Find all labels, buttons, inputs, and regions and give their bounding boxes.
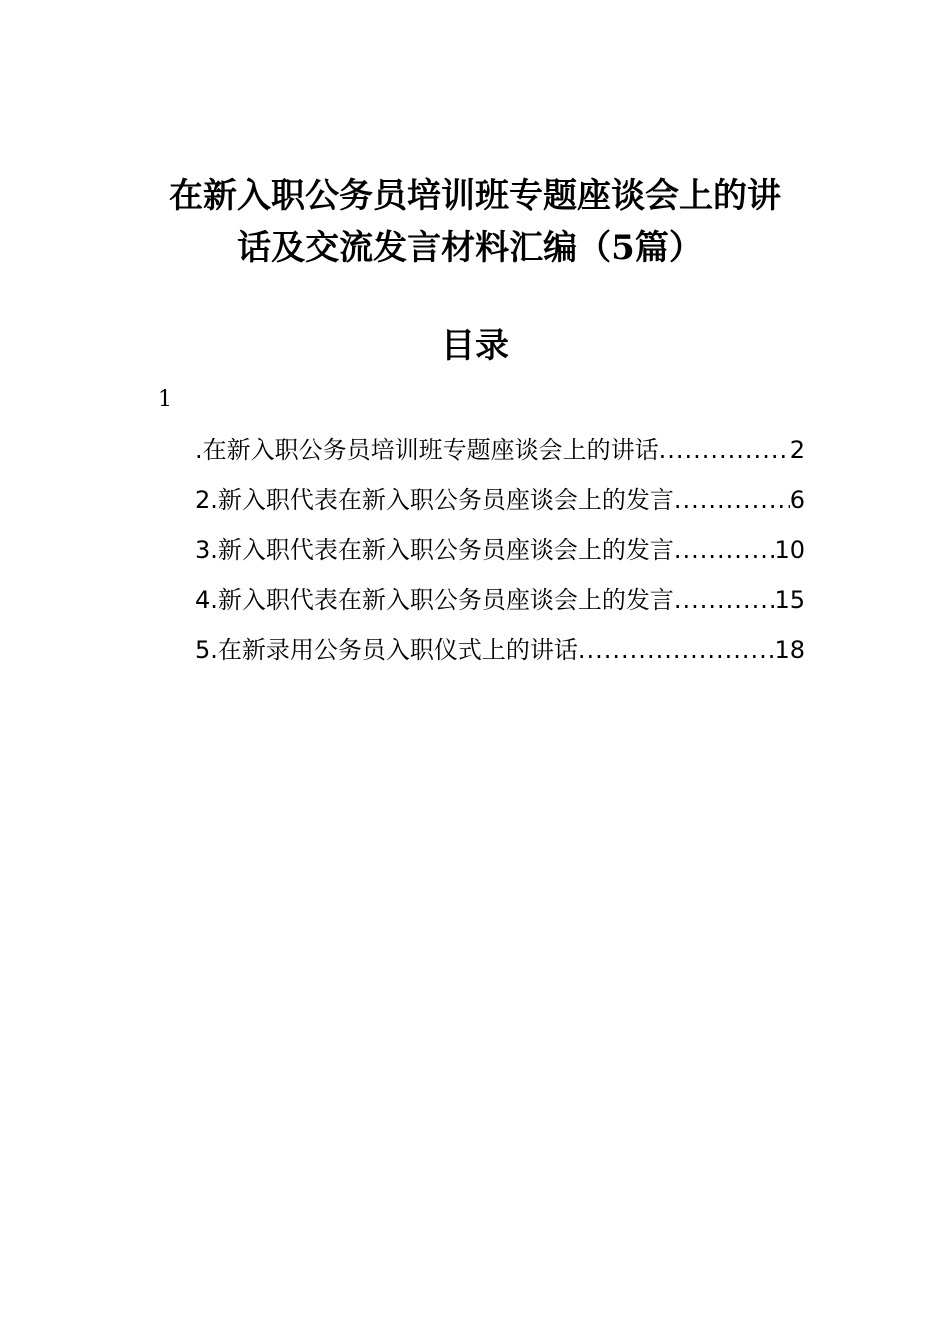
toc-leader-dots <box>674 478 790 522</box>
toc-leader-dots <box>578 628 775 672</box>
toc-entry-4[interactable] <box>195 578 805 628</box>
toc-entry-text: .在新入职公务员培训班专题座谈会上的讲话 <box>195 436 659 464</box>
toc-entry-2[interactable] <box>195 478 805 528</box>
toc-entry-text: 5.在新录用公务员入职仪式上的讲话 <box>195 636 578 664</box>
toc-leader-dots <box>674 578 775 622</box>
table-of-contents <box>195 428 805 678</box>
toc-page-number: 6 <box>789 486 805 514</box>
toc-leader-dots <box>674 528 775 572</box>
toc-page-number: 10 <box>774 536 805 564</box>
document-title-line-2: 话及交流发言材料汇编（5篇） <box>237 228 703 268</box>
toc-entry-1[interactable] <box>195 428 805 478</box>
toc-entry-text: 3.新入职代表在新入职公务员座谈会上的发言 <box>195 536 674 564</box>
toc-page-number: 2 <box>789 436 805 464</box>
toc-leader-dots <box>659 428 790 472</box>
toc-entry-3[interactable] <box>195 528 805 578</box>
toc-entry-text: 4.新入职代表在新入职公务员座谈会上的发言 <box>195 586 674 614</box>
toc-page-number: 18 <box>774 636 805 664</box>
toc-page-number: 15 <box>774 586 805 614</box>
toc-entry-text: 2.新入职代表在新入职公务员座谈会上的发言 <box>195 486 674 514</box>
stray-number: 1 <box>158 387 172 412</box>
toc-entry-5[interactable] <box>195 628 805 678</box>
toc-heading: 目录 <box>441 326 509 366</box>
document-title-line-1: 在新入职公务员培训班专题座谈会上的讲 <box>169 176 781 216</box>
document-title <box>0 170 950 274</box>
